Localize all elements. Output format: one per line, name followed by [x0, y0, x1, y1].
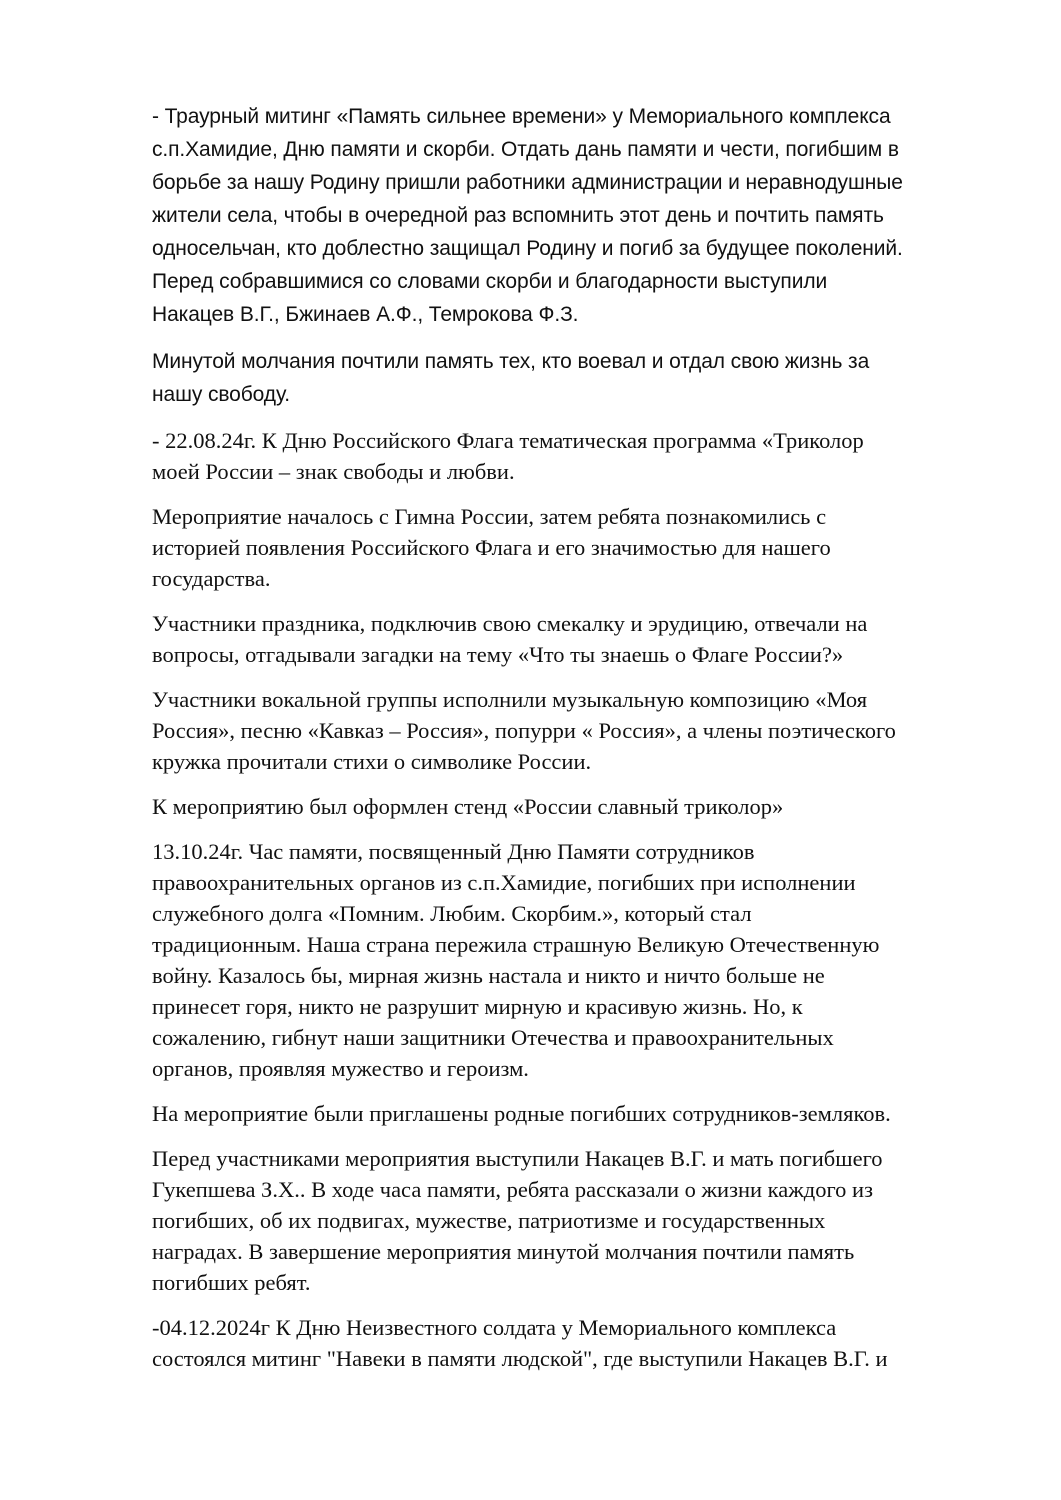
- paragraph-speakers: Перед участниками мероприятия выступили Накацев В.Г. и мать погибшего Гукепшева З.Х.. В ходе часа памяти, ребята рассказали о жизни каждого из погибших, об их подвигах, мужестве, патриотизме и государственных наградах. В завершение мероприятия минутой молчания почтили память погибших ребят.: [152, 1146, 883, 1295]
- paragraph-anthem: Мероприятие началось с Гимна России, затем ребята познакомились с историей появления Российского Флага и его значимостью для нашего государства.: [152, 504, 831, 591]
- paragraph-rally-memory: - Траурный митинг «Память сильнее времени» у Мемориального комплекса с.п.Хамидие, Дню памяти и скорби. Отдать дань памяти и чести, погибшим в борьбе за нашу Родину пришли работники администрации и неравнодушные жители села, чтобы в очередной раз вспомнить этот день и почтить память односельчан, кто доблестно защищал Родину и погиб за будущее поколений. Перед собравшимися со словами скорби и благодарности выступили Накацев В.Г., Бжинаев А.Ф., Темрокова Ф.З.: [152, 105, 903, 326]
- paragraph-minute-silence: Минутой молчания почтили память тех, кто воевал и отдал свою жизнь за нашу свободу.: [152, 350, 870, 406]
- paragraph-flag-day: - 22.08.24г. К Дню Российского Флага тематическая программа «Триколор моей России – знак свободы и любви.: [152, 428, 864, 484]
- paragraph-vocal-group: Участники вокальной группы исполнили музыкальную композицию «Моя Россия», песню «Кавказ – Россия», попурри « Россия», а члены поэтического кружка прочитали стихи о символике России.: [152, 687, 896, 774]
- paragraph-unknown-soldier: -04.12.2024г К Дню Неизвестного солдата у Мемориального комплекса состоялся митинг "Навеки в памяти людской", где выступили Накацев В.Г. и: [152, 1315, 888, 1371]
- paragraph-police-memory: 13.10.24г. Час памяти, посвященный Дню Памяти сотрудников правоохранительных органов из с.п.Хамидие, погибших при исполнении служебного долга «Помним. Любим. Скорбим.», который стал традиционным. Наша страна пережила страшную Великую Отечественную войну. Казалось бы, мирная жизнь настала и никто и ничто больше не принесет горя, никто не разрушит мирную и красивую жизнь. Но, к сожалению, гибнут наши защитники Отечества и правоохранительных органов, проявляя мужество и героизм.: [152, 839, 880, 1081]
- paragraph-stand: К мероприятию был оформлен стенд «России славный триколор»: [152, 794, 784, 819]
- paragraph-relatives: На мероприятие были приглашены родные погибших сотрудников-земляков.: [152, 1101, 891, 1126]
- document-page: [152, 100, 992, 1374]
- paragraph-quiz: Участники праздника, подключив свою смекалку и эрудицию, отвечали на вопросы, отгадывали загадки на тему «Что ты знаешь о Флаге России?»: [152, 611, 868, 667]
